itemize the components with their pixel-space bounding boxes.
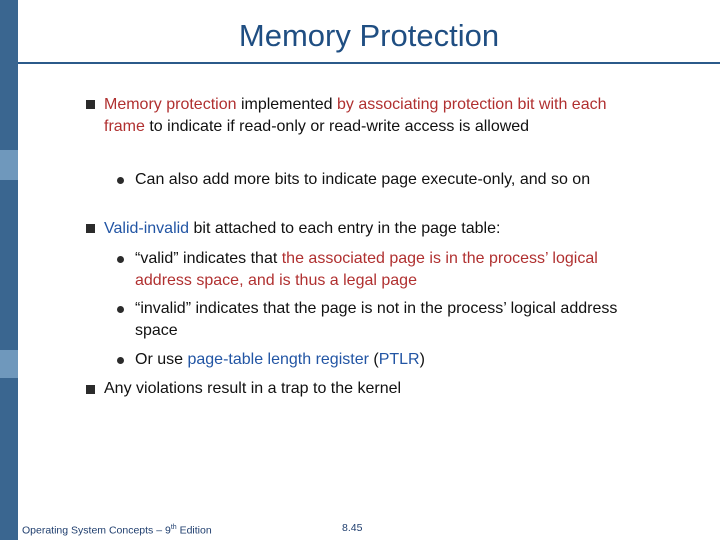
title-underline (18, 62, 720, 64)
bullet-2-sub-2-text: “invalid” indicates that the page is not in the process’ logical address space (135, 300, 618, 339)
bullet-2-sub-3-text (135, 349, 635, 371)
bullet-1-part: implemented (236, 96, 337, 113)
footer-page-number: 8.45 (342, 522, 363, 534)
square-bullet-icon (86, 224, 95, 233)
round-bullet-icon (117, 177, 124, 184)
bullet-2-part: bit attached to each entry in the page table: (189, 220, 501, 237)
left-sidebar-bar (0, 0, 18, 540)
footer-book-sup: th (170, 524, 177, 531)
bullet-1-part: Memory protection (104, 96, 237, 113)
round-bullet-icon (117, 256, 124, 263)
bullet-2-sub-3-part: Or use (135, 351, 188, 368)
bullet-2-sub-3-part: page-table length register (187, 351, 369, 368)
bullet-2-sub-3-part: PTLR (378, 351, 420, 368)
round-bullet-icon (117, 357, 124, 364)
bullet-2-sub-3-part: ) (419, 351, 425, 368)
square-bullet-icon (86, 100, 95, 109)
sidebar-band (0, 150, 18, 180)
bullet-1-sub-1-text: Can also add more bits to indicate page execute-only, and so on (135, 171, 591, 188)
sidebar-band (0, 350, 18, 378)
footer-book-title (22, 524, 212, 537)
bullet-2-sub-1-text (135, 248, 625, 292)
slide-title: Memory Protection (238, 18, 500, 53)
bullet-2-part: Valid-invalid (104, 220, 190, 237)
bullet-3-text: Any violations result in a trap to the kernel (104, 380, 402, 397)
bullet-2-text (104, 218, 664, 240)
bullet-1-part: to indicate if read-only or read-write access is allowed (144, 118, 530, 135)
round-bullet-icon (117, 306, 124, 313)
footer-book-suffix: Edition (176, 524, 212, 537)
bullet-1-part: by associating protection bit with each frame (104, 96, 607, 135)
bullet-1-text (104, 94, 624, 138)
footer-book-prefix: Operating System Concepts – 9 (22, 524, 171, 537)
bullet-2-sub-1-part: “valid” indicates that (135, 250, 282, 267)
bullet-2-sub-3-part: ( (368, 351, 379, 368)
square-bullet-icon (86, 385, 95, 394)
bullet-2-sub-1-part: the associated page is in the process’ logical address space, and is thus a legal page (135, 250, 598, 289)
